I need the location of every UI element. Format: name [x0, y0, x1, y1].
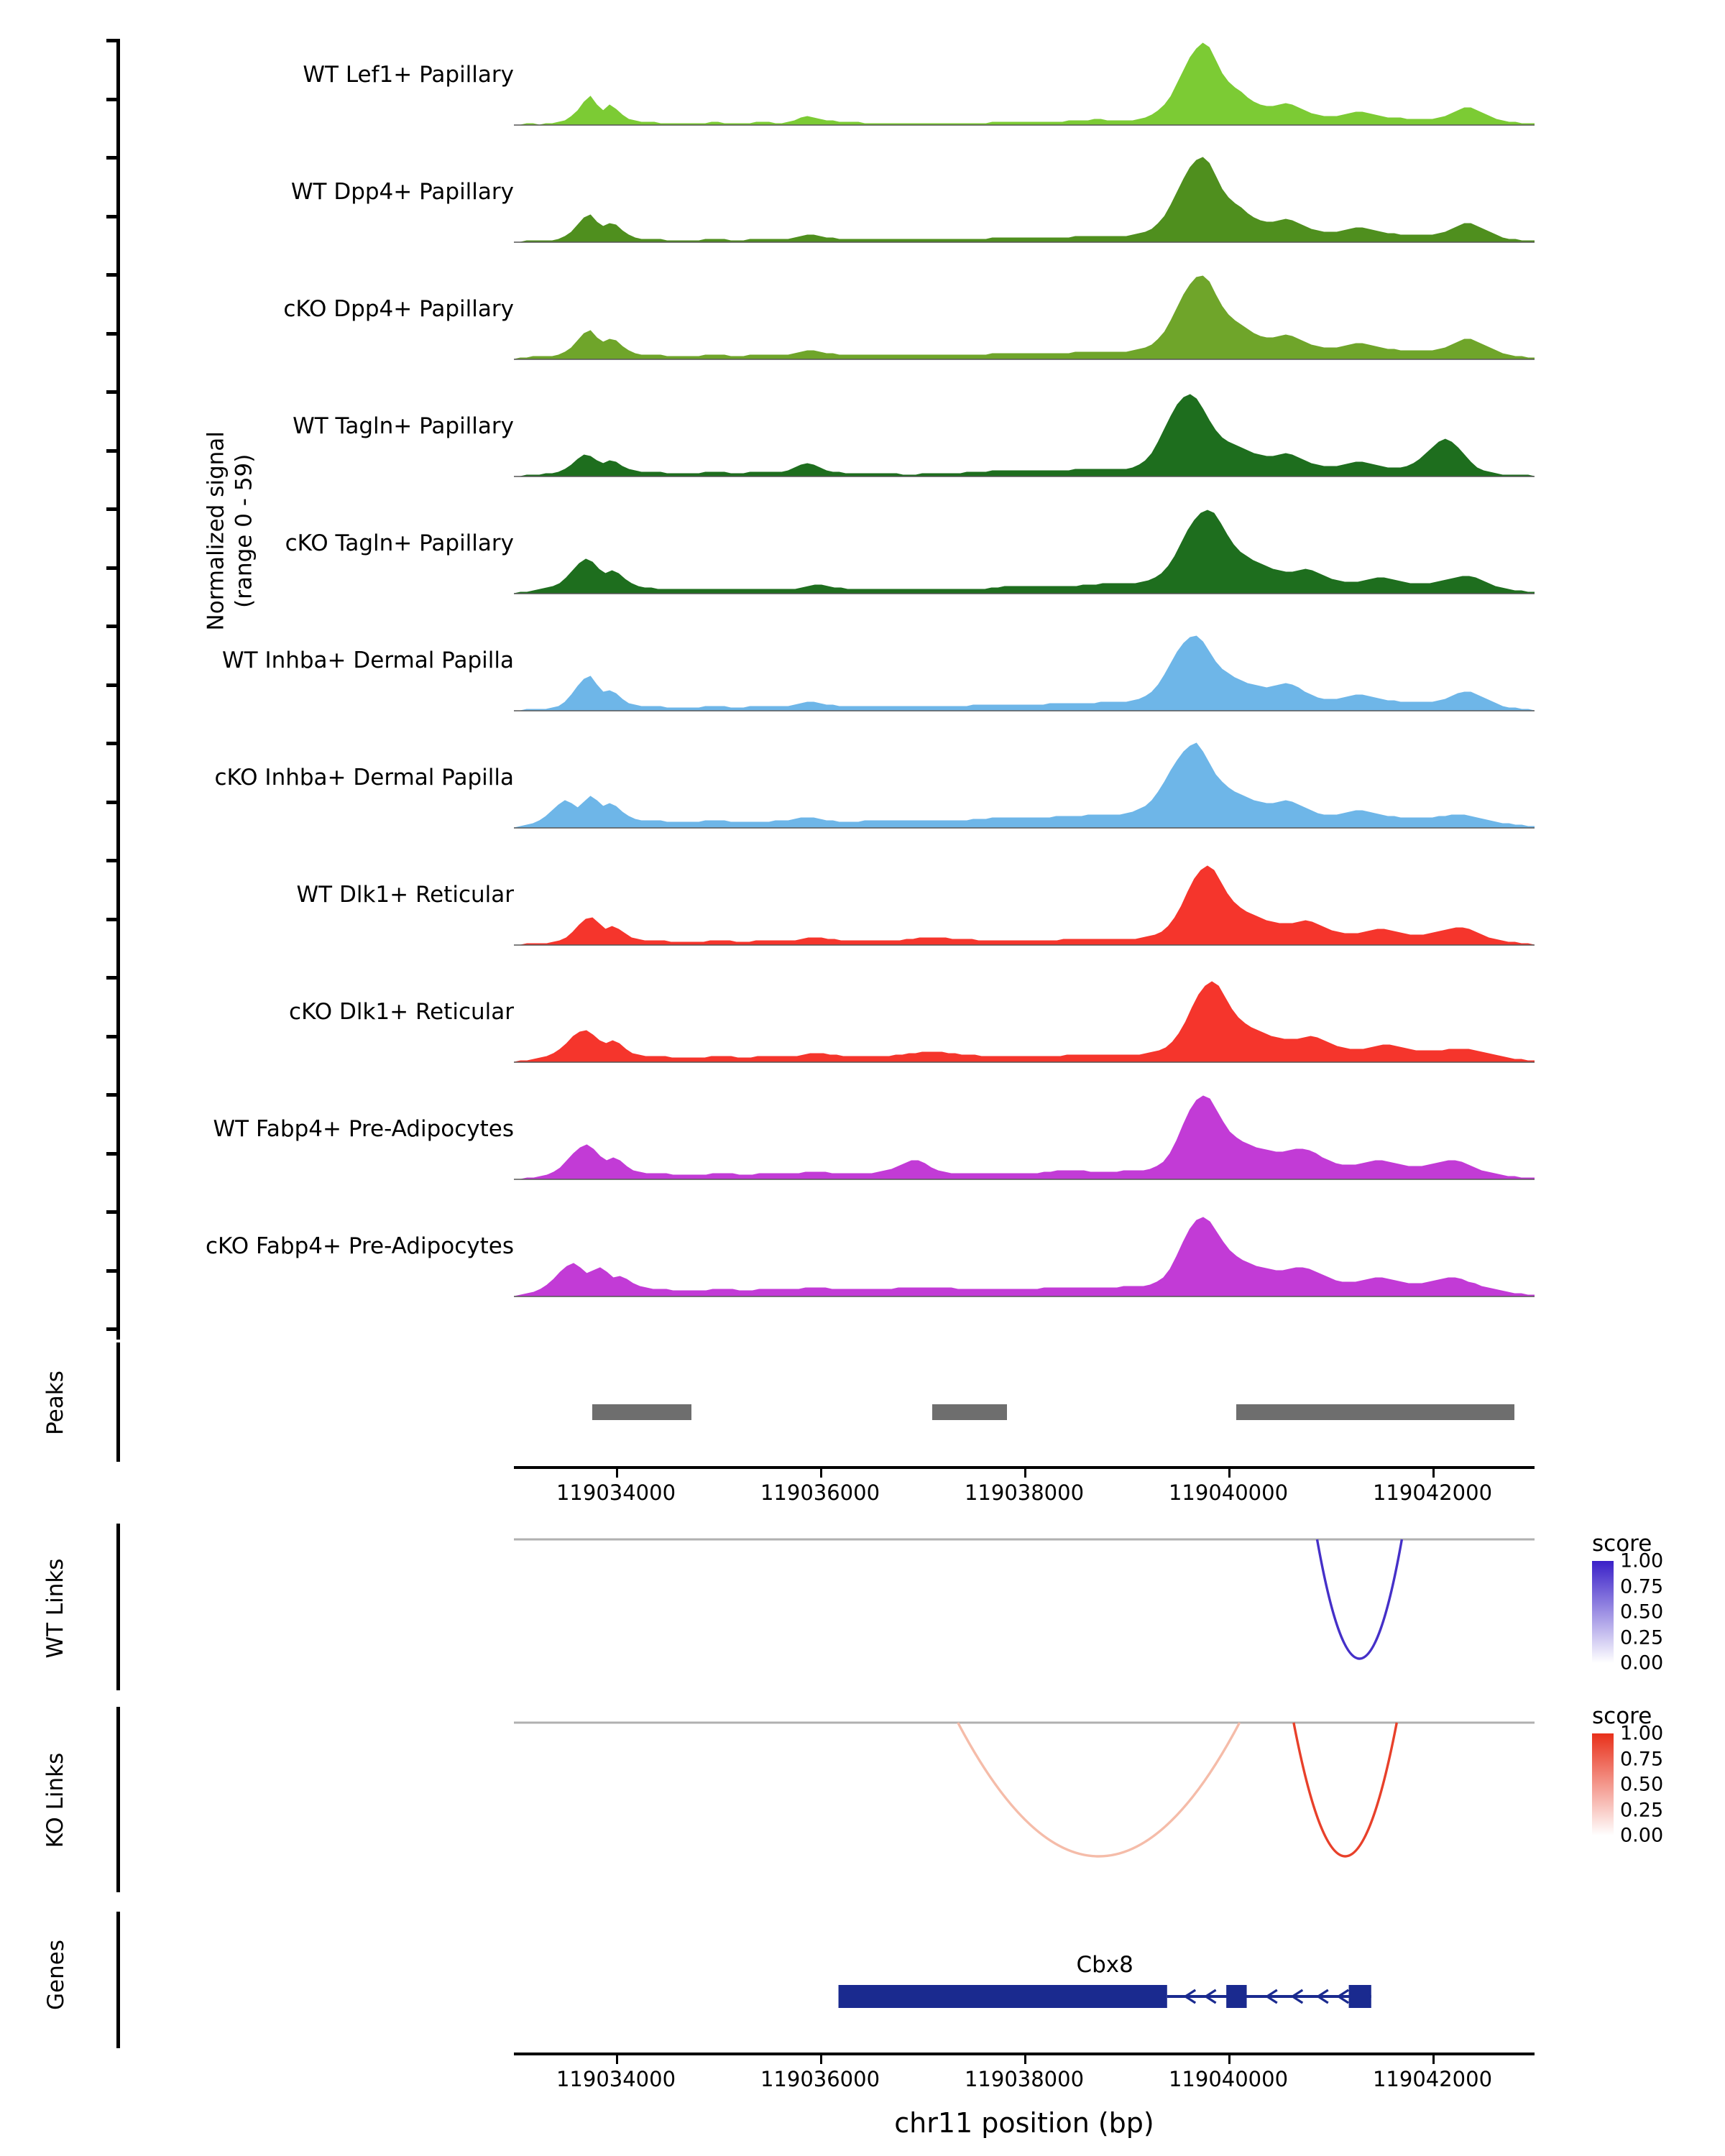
- ko-links-label: KO Links: [42, 1752, 68, 1848]
- coverage-track: [0, 614, 1725, 732]
- gene-name-label: Cbx8: [1076, 1952, 1133, 1978]
- track-signal-plot: [514, 614, 1535, 732]
- wt-legend-title: score: [1592, 1531, 1652, 1557]
- ko-links-spine: [116, 1707, 120, 1892]
- track-label: cKO Fabp4+ Pre-Adipocytes: [206, 1233, 514, 1259]
- x-axis-tick-label: 119036000: [760, 2067, 880, 2091]
- ko-legend-ticks: [1620, 1722, 1685, 1847]
- track-label: WT Dlk1+ Reticular: [296, 882, 514, 908]
- wt-legend-colorbar: [1592, 1561, 1614, 1663]
- legend-tick-label: 0.00: [1620, 1651, 1664, 1674]
- legend-tick-label: 1.00: [1620, 1722, 1664, 1745]
- coverage-track: [0, 849, 1725, 966]
- peaks-label: Peaks: [42, 1370, 68, 1435]
- ko-links-plot: [514, 1707, 1535, 1897]
- legend-tick-label: 1.00: [1620, 1549, 1664, 1572]
- coverage-track: [0, 1083, 1725, 1200]
- x-axis-tick: [820, 1469, 822, 1478]
- ko-legend-colorbar: [1592, 1733, 1614, 1835]
- wt-links-legend: [1592, 1531, 1685, 1674]
- peak-bar: [1236, 1404, 1514, 1420]
- x-axis-tick-label: 119042000: [1372, 2067, 1493, 2091]
- legend-tick-label: 0.25: [1620, 1626, 1664, 1649]
- x-axis-tick-label: 119034000: [556, 1480, 676, 1505]
- x-axis-tick: [1228, 2055, 1230, 2064]
- track-label: cKO Inhba+ Dermal Papilla: [214, 765, 514, 791]
- x-axis-title: chr11 position (bp): [894, 2107, 1154, 2139]
- track-signal-plot: [514, 380, 1535, 497]
- coverage-track: [0, 732, 1725, 849]
- ko-links-legend: [1592, 1703, 1685, 1847]
- track-signal-plot: [514, 966, 1535, 1083]
- x-axis-tick-label: 119036000: [760, 1480, 880, 1505]
- track-signal-plot: [514, 497, 1535, 614]
- coverage-track: [0, 966, 1725, 1083]
- legend-tick-label: 0.50: [1620, 1600, 1664, 1623]
- wt-links-plot: [514, 1524, 1535, 1696]
- y-axis-tick: [106, 1327, 118, 1331]
- wt-links-label: WT Links: [42, 1558, 68, 1659]
- peak-bar: [592, 1404, 691, 1420]
- coverage-tracks-section: [0, 29, 1725, 1344]
- x-axis-tick: [1432, 2055, 1435, 2064]
- y-axis-label-line1: Normalized signal: [203, 431, 229, 631]
- track-label: WT Dpp4+ Papillary: [290, 179, 514, 205]
- track-signal-plot: [514, 146, 1535, 263]
- legend-tick-label: 0.00: [1620, 1824, 1664, 1847]
- track-signal-plot: [514, 732, 1535, 849]
- track-label: WT Inhba+ Dermal Papilla: [222, 648, 514, 673]
- x-axis-tick: [1228, 1469, 1230, 1478]
- coverage-track: [0, 146, 1725, 263]
- x-axis-tick-label: 119042000: [1372, 1480, 1493, 1505]
- x-axis-tick: [1432, 1469, 1435, 1478]
- track-signal-plot: [514, 1200, 1535, 1317]
- ko-legend-title: score: [1592, 1703, 1652, 1729]
- x-axis-tick: [616, 2055, 618, 2064]
- peaks-spine: [116, 1342, 120, 1462]
- x-axis-tick-label: 119040000: [1168, 2067, 1289, 2091]
- track-label: cKO Dpp4+ Papillary: [283, 296, 514, 322]
- genes-label: Genes: [43, 1940, 69, 2010]
- peaks-section: [0, 1338, 1725, 1505]
- legend-tick-label: 0.25: [1620, 1799, 1664, 1821]
- wt-links-spine: [116, 1524, 120, 1690]
- x-axis-tick-label: 119038000: [964, 1480, 1085, 1505]
- track-label: WT Fabp4+ Pre-Adipocytes: [213, 1116, 514, 1142]
- track-label: WT Tagln+ Papillary: [293, 413, 514, 439]
- track-signal-plot: [514, 29, 1535, 146]
- x-axis-tick: [1024, 1469, 1026, 1478]
- coverage-track: [0, 380, 1725, 497]
- wt-links-section: [0, 1524, 1725, 1696]
- y-axis-label-line2: (range 0 - 59): [231, 453, 257, 608]
- coverage-track: [0, 1200, 1725, 1317]
- wt-legend-ticks: [1620, 1549, 1685, 1674]
- legend-tick-label: 0.75: [1620, 1575, 1664, 1598]
- x-axis-tick: [820, 2055, 822, 2064]
- track-signal-plot: [514, 849, 1535, 966]
- track-label: cKO Tagln+ Papillary: [285, 530, 514, 556]
- track-signal-plot: [514, 263, 1535, 380]
- genes-section: [0, 1912, 1725, 2139]
- ko-links-section: [0, 1703, 1725, 1897]
- legend-tick-label: 0.75: [1620, 1748, 1664, 1770]
- track-signal-plot: [514, 1083, 1535, 1200]
- x-axis-tick-label: 119038000: [964, 2067, 1085, 2091]
- x-axis-tick: [1024, 2055, 1026, 2064]
- x-axis-tick-label: 119040000: [1168, 1480, 1289, 1505]
- track-label: cKO Dlk1+ Reticular: [289, 999, 514, 1025]
- peak-bar: [932, 1404, 1007, 1420]
- coverage-track: [0, 263, 1725, 380]
- legend-tick-label: 0.50: [1620, 1773, 1664, 1796]
- x-axis-tick-label: 119034000: [556, 2067, 676, 2091]
- track-label: WT Lef1+ Papillary: [303, 62, 514, 88]
- coverage-track: [0, 497, 1725, 614]
- x-axis-tick: [616, 1469, 618, 1478]
- coverage-track: [0, 29, 1725, 146]
